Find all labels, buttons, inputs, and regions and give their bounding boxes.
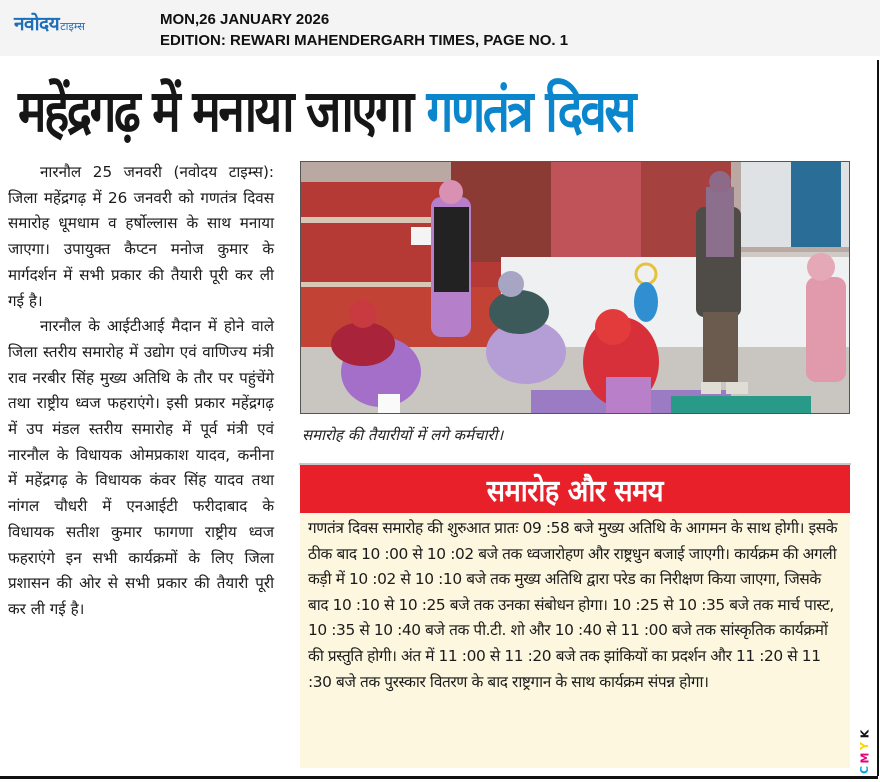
cmyk-k: K (858, 729, 871, 739)
article-paragraph-1: नारनौल 25 जनवरी (नवोदय टाइम्स): जिला महेंद्रगढ़ में 26 जनवरी को गणतंत्र दिवस समारोह धूमधाम व हर्षोल्लास के साथ मनाया जाएगा। उपायुक्त कैप्टन मनोज कुमार के मार्गदर्शन में सभी प्रकार की तैयारी पूरी कर ली गई है। (8, 163, 274, 310)
schedule-box-title: समारोह और समय (486, 473, 664, 509)
cmyk-c: C (857, 765, 871, 775)
logo-sub-text: टाइम्स (60, 20, 85, 33)
newspaper-logo (14, 10, 85, 36)
photo-illustration (301, 162, 850, 414)
headline-black-part: महेंद्रगढ़ में मनाया जाएगा (18, 76, 412, 145)
date-line: MON,26 JANUARY 2026 (160, 11, 330, 28)
schedule-box-header (300, 465, 850, 513)
article-photo (300, 161, 850, 414)
edition-line: EDITION: REWARI MAHENDERGARH TIMES, PAGE NO. 1 (160, 32, 569, 49)
masthead (0, 0, 880, 56)
page-right-border (877, 60, 879, 776)
article-paragraph-2: नारनौल के आईटीआई मैदान में होने वाले जिला स्तरीय समारोह में उद्योग एवं वाणिज्य मंत्री राव नरबीर सिंह मुख्य अतिथि के तौर पर पहुंचेंगे तथा राष्ट्रीय ध्वज फहराएंगे। इसी प्रकार महेंद्रगढ़ में उप मंडल स्तरीय समारोह में पूर्व मंत्री एवं नारनौल के विधायक ओमप्रकाश यादव, कनीना में महेंद्रगढ़ के विधायक कंवर सिंह यादव तथा नांगल चौधरी में एनआईटी फरीदाबाद के विधायक सतीश कुमार फागणा राष्ट्रीय ध्वज फहराएंगे इन सभी कार्यक्रमों के लिए जिला प्रशासन की ओर से सभी प्रकार की तैयारी पूरी कर ली गई है। (8, 317, 274, 618)
page-bottom-border (0, 776, 878, 779)
headline-blue-part: गणतंत्र दिवस (426, 76, 635, 145)
article-headline (18, 66, 699, 150)
cmyk-print-mark (856, 728, 874, 776)
edition-info (160, 9, 568, 51)
article-body (8, 160, 274, 623)
cmyk-y: Y (858, 742, 871, 750)
logo-main-text: नवोदय (14, 13, 60, 35)
cmyk-m: M (857, 752, 871, 764)
photo-caption: समारोह की तैयारीयों में लगे कर्मचारी। (302, 426, 504, 444)
schedule-box-body: गणतंत्र दिवस समारोह की शुरुआत प्रातः 09 :58 बजे मुख्य अतिथि के आगमन के साथ होगी। इसके ठीक बाद 10 :00 से 10 :02 बजे तक ध्वजारोहण और राष्ट्रधुन बजाई जाएगी। कार्यक्रम की अगली कड़ी में 10 :02 से 10 :10 बजे तक मुख्य अतिथि द्वारा परेड का निरीक्षण किया जाएगा, जिसके बाद 10 :10 से 10 :25 बजे तक उनका संबोधन होगा। 10 :25 से 10 :35 बजे तक मार्च पास्ट, 10 :35 से 10 :40 बजे तक पी.टी. शो और 10 :40 से 11 :00 बजे तक सांस्कृतिक कार्यक्रमों की प्रस्तुति होगी। अंत में 11 :00 से 11 :20 बजे तक झांकियों का प्रदर्शन और 11 :20 से 11 :30 बजे तक पुरस्कार वितरण के बाद राष्ट्रगान के साथ कार्यक्रम संपन्न होगा। (300, 513, 850, 768)
